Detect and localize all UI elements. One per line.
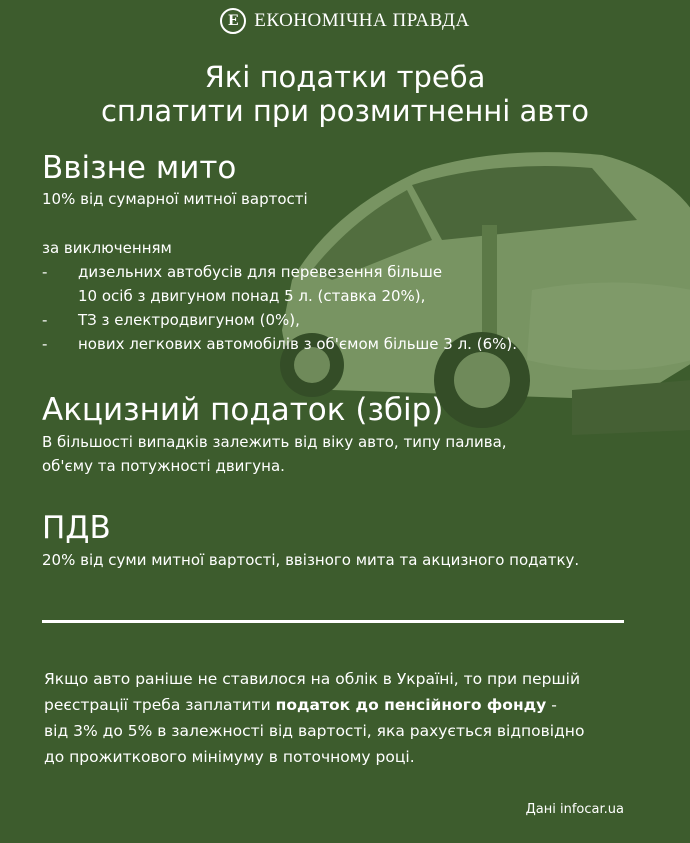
import-duty-heading: Ввізне мито [42, 150, 237, 186]
list-item-continued: 10 осіб з двигуном понад 5 л. (ставка 20%), [78, 287, 426, 305]
list-item: - дизельних автобусів для перевезення більше [42, 263, 443, 281]
divider [42, 620, 624, 623]
page-title-line2: сплатити при розмитненні авто [100, 94, 590, 128]
import-duty-rate: 10% від сумарної митної вартості [42, 190, 308, 208]
vat-text: 20% від суми митної вартості, ввізного мита та акцизного податку. [42, 551, 580, 569]
excise-text: В більшості випадків залежить від віку авто, типу палива, об'єму та потужності двигуна. [42, 433, 507, 475]
pension-note: Якщо авто раніше не ставилося на облік в Україні, то при першій реєстрації треба заплатити податок до пенсійного фонду - від 3% до 5% в залежності від вартості, яка рахується відповідно до прожиткового мінімуму в поточному році. [44, 670, 585, 766]
list-item: - ТЗ з електродвигуном (0%), [42, 311, 300, 329]
import-duty-exceptions [42, 236, 602, 356]
page-title [0, 60, 690, 128]
excise-heading: Акцизний податок (збір) [42, 392, 444, 428]
logo-text: ЕКОНОМІЧНА ПРАВДА [254, 10, 470, 31]
list-item: - нових легкових автомобілів з об'ємом більше 3 л. (6%). [42, 335, 517, 353]
page-title-line1: Які податки треба [204, 60, 486, 94]
logo-icon: Е [220, 8, 246, 34]
vat-heading: ПДВ [42, 510, 111, 546]
logo [0, 8, 690, 34]
source-note: Дані infocar.ua [525, 802, 624, 817]
exceptions-label: за виключенням [42, 239, 172, 257]
pension-fund-tax: податок до пенсійного фонду [275, 696, 547, 714]
